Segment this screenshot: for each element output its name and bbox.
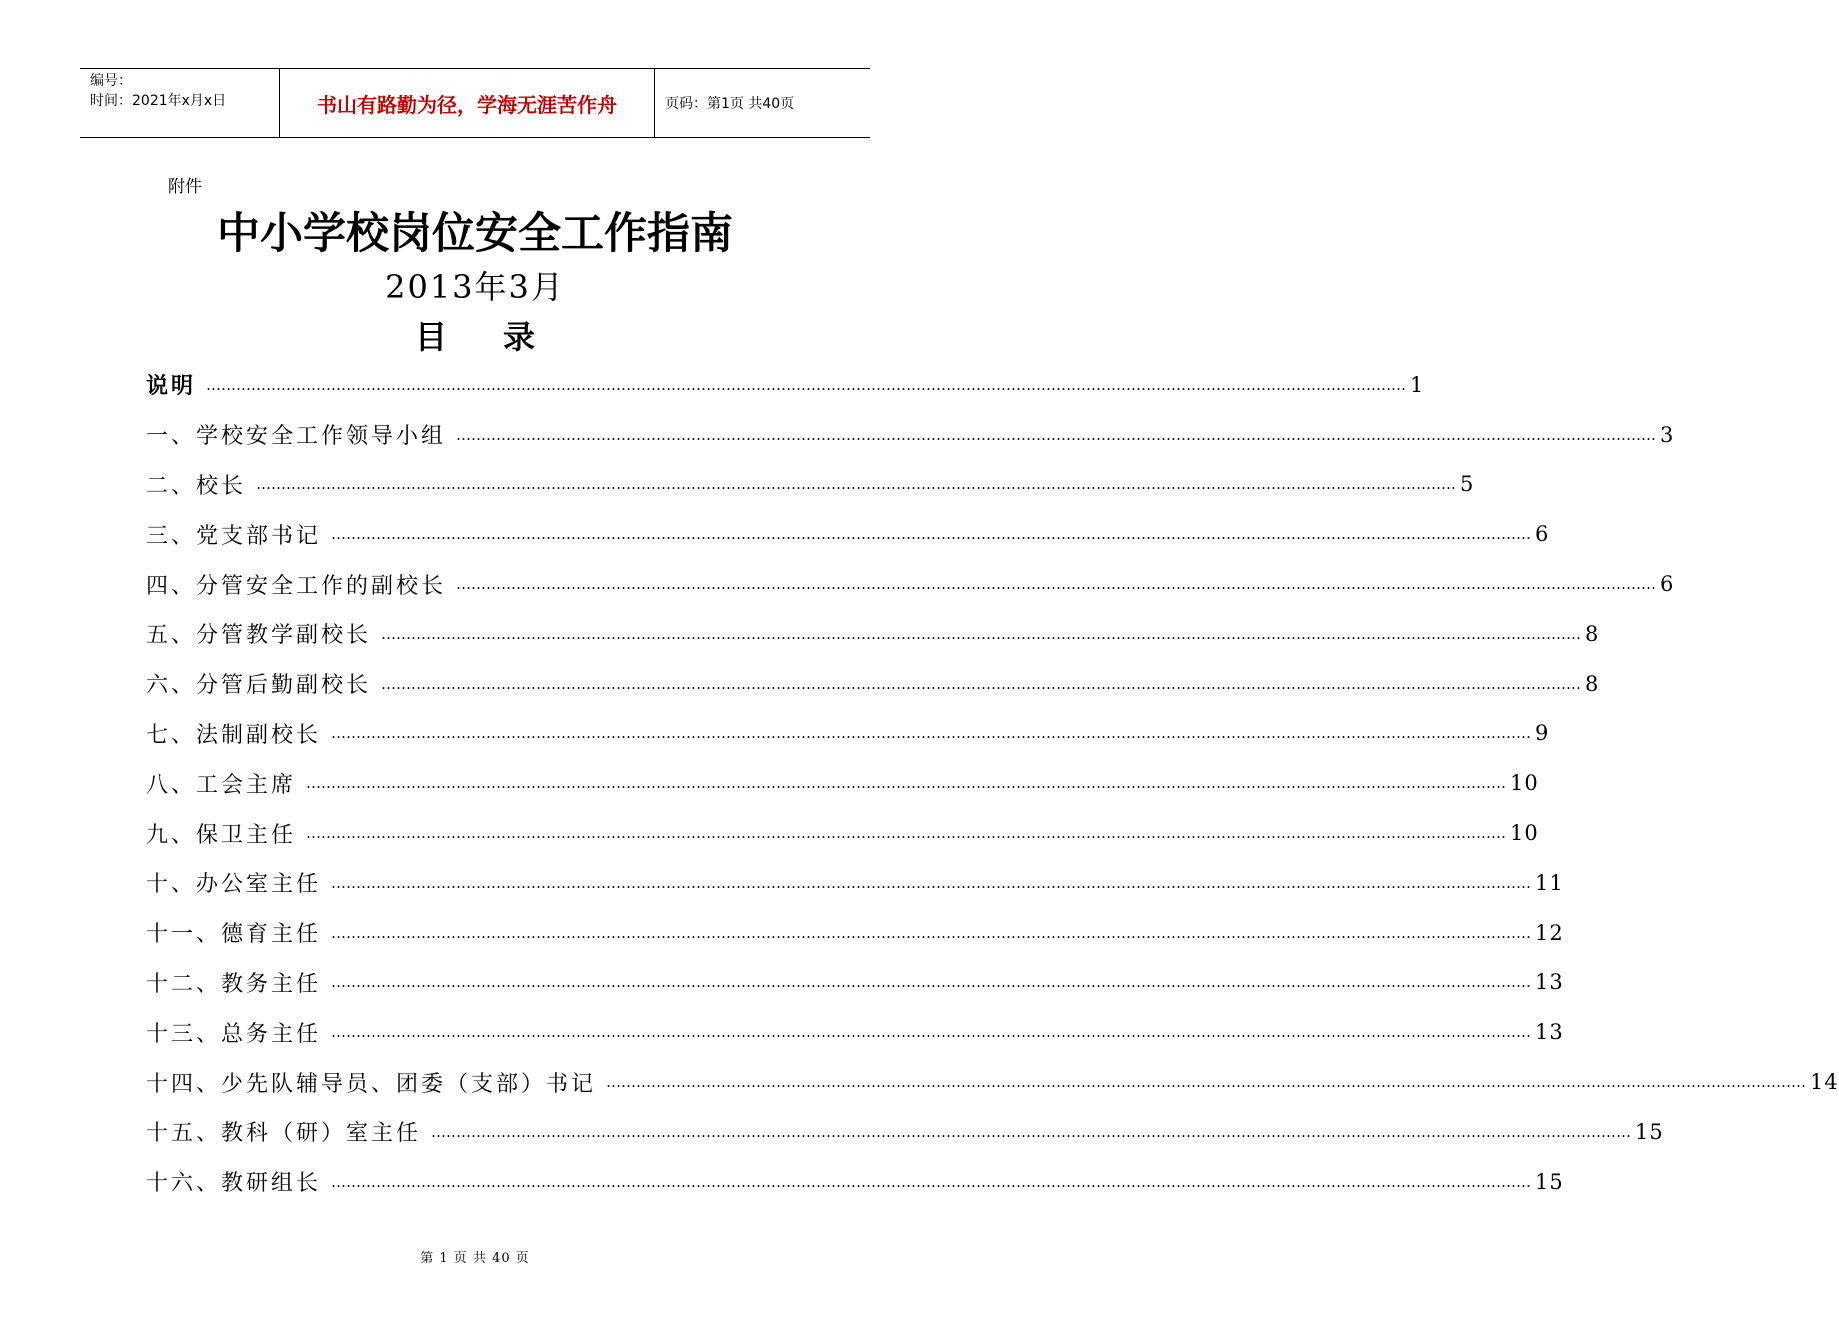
toc-entry[interactable] — [146, 709, 1550, 759]
toc-entry[interactable] — [146, 460, 1475, 510]
toc-entry[interactable] — [146, 1107, 1664, 1157]
toc-entry-page: 15 — [1535, 1169, 1564, 1194]
toc-leader-dots: …………………………………………………………………………………………………………………………………………………………………………………………………………………… — [206, 375, 1407, 394]
toc-entry-label: 十二、教务主任 — [146, 971, 322, 997]
toc-leader-dots: …………………………………………………………………………………………………………………………………………………………………………………………………………………… — [331, 923, 1532, 942]
toc-leader-dots: …………………………………………………………………………………………………………………………………………………………………………………………………………………… — [381, 624, 1582, 643]
toc-entry-page: 13 — [1535, 1020, 1564, 1045]
toc-leader-dots: …………………………………………………………………………………………………………………………………………………………………………………………………………………… — [381, 674, 1582, 693]
document-number-label: 编号： — [90, 73, 132, 89]
document-time-label: 时间：2021年x月x日 — [90, 93, 227, 109]
toc-entry-label: 九、保卫主任 — [146, 822, 297, 848]
toc-entry-page: 10 — [1510, 821, 1539, 846]
toc-entry[interactable] — [146, 609, 1600, 659]
toc-entry[interactable] — [146, 559, 1675, 609]
toc-entry[interactable] — [146, 360, 1425, 410]
toc-entry-label: 十四、少先队辅导员、团委（支部）书记 — [146, 1071, 597, 1097]
toc-leader-dots: …………………………………………………………………………………………………………………………………………………………………………………………………………………… — [456, 425, 1657, 444]
toc-entry-page: 6 — [1535, 522, 1550, 547]
toc-entry-label: 五、分管教学副校长 — [146, 623, 372, 649]
toc-entry-label: 十三、总务主任 — [146, 1021, 322, 1047]
toc-entry-label: 十、办公室主任 — [146, 872, 322, 898]
toc-entry[interactable] — [146, 808, 1539, 858]
toc-leader-dots: …………………………………………………………………………………………………………………………………………………………………………………………………………………… — [306, 824, 1507, 843]
toc-entry[interactable] — [146, 1157, 1564, 1207]
table-of-contents — [146, 360, 1839, 1207]
page-header — [80, 68, 870, 138]
toc-entry-label: 二、校长 — [146, 473, 247, 499]
toc-leader-dots: …………………………………………………………………………………………………………………………………………………………………………………………………………………… — [606, 1073, 1807, 1092]
toc-heading: 目录 — [414, 318, 591, 356]
toc-entry-label: 七、法制副校长 — [146, 722, 322, 748]
toc-leader-dots: …………………………………………………………………………………………………………………………………………………………………………………………………………………… — [331, 1172, 1532, 1191]
toc-entry[interactable] — [146, 410, 1675, 460]
document-date: 2013年3月 — [385, 268, 565, 306]
toc-entry-page: 10 — [1510, 771, 1539, 796]
toc-entry-page: 6 — [1660, 572, 1675, 597]
toc-entry-page: 8 — [1585, 621, 1600, 646]
toc-leader-dots: …………………………………………………………………………………………………………………………………………………………………………………………………………………… — [331, 525, 1532, 544]
toc-entry[interactable] — [146, 1057, 1839, 1107]
toc-leader-dots: …………………………………………………………………………………………………………………………………………………………………………………………………………………… — [431, 1122, 1632, 1141]
toc-leader-dots: …………………………………………………………………………………………………………………………………………………………………………………………………………………… — [256, 475, 1457, 494]
toc-entry-label: 十六、教研组长 — [146, 1171, 322, 1197]
header-motto: 书山有路勤为径，学海无涯苦作舟 — [280, 69, 655, 137]
toc-entry[interactable] — [146, 758, 1539, 808]
header-meta — [80, 69, 280, 137]
toc-entry[interactable] — [146, 659, 1600, 709]
toc-entry-label: 十一、德育主任 — [146, 922, 322, 948]
toc-entry[interactable] — [146, 509, 1550, 559]
toc-entry-label: 六、分管后勤副校长 — [146, 673, 372, 699]
toc-entry-label: 一、学校安全工作领导小组 — [146, 424, 447, 450]
toc-leader-dots: …………………………………………………………………………………………………………………………………………………………………………………………………………………… — [306, 774, 1507, 793]
toc-entry-page: 8 — [1585, 671, 1600, 696]
toc-entry[interactable] — [146, 858, 1564, 908]
toc-entry[interactable] — [146, 1007, 1564, 1057]
toc-leader-dots: …………………………………………………………………………………………………………………………………………………………………………………………………………………… — [331, 873, 1532, 892]
toc-entry-label: 三、党支部书记 — [146, 523, 322, 549]
toc-entry-page: 14 — [1810, 1070, 1839, 1095]
toc-leader-dots: …………………………………………………………………………………………………………………………………………………………………………………………………………………… — [331, 1023, 1532, 1042]
toc-entry[interactable] — [146, 958, 1564, 1008]
toc-entry-page: 12 — [1535, 920, 1564, 945]
toc-entry-page: 15 — [1635, 1119, 1664, 1144]
document-title: 中小学校岗位安全工作指南 — [217, 209, 733, 259]
toc-entry-page: 11 — [1535, 870, 1564, 895]
toc-leader-dots: …………………………………………………………………………………………………………………………………………………………………………………………………………………… — [331, 973, 1532, 992]
toc-entry-label: 四、分管安全工作的副校长 — [146, 573, 447, 599]
toc-entry-page: 13 — [1535, 970, 1564, 995]
toc-entry-label: 说明 — [146, 374, 197, 400]
header-page-info: 页码：第1页 共40页 — [665, 96, 795, 112]
toc-entry-label: 十五、教科（研）室主任 — [146, 1121, 422, 1147]
toc-entry-page: 1 — [1410, 372, 1425, 397]
toc-entry-page: 9 — [1535, 721, 1550, 746]
toc-entry-page: 3 — [1660, 422, 1675, 447]
toc-entry-label: 八、工会主席 — [146, 772, 297, 798]
page-footer: 第 1 页 共 40 页 — [420, 1251, 530, 1266]
toc-leader-dots: …………………………………………………………………………………………………………………………………………………………………………………………………………………… — [456, 575, 1657, 594]
toc-leader-dots: …………………………………………………………………………………………………………………………………………………………………………………………………………………… — [331, 724, 1532, 743]
toc-entry[interactable] — [146, 908, 1564, 958]
toc-entry-page: 5 — [1460, 472, 1475, 497]
attachment-label: 附件 — [168, 177, 202, 197]
